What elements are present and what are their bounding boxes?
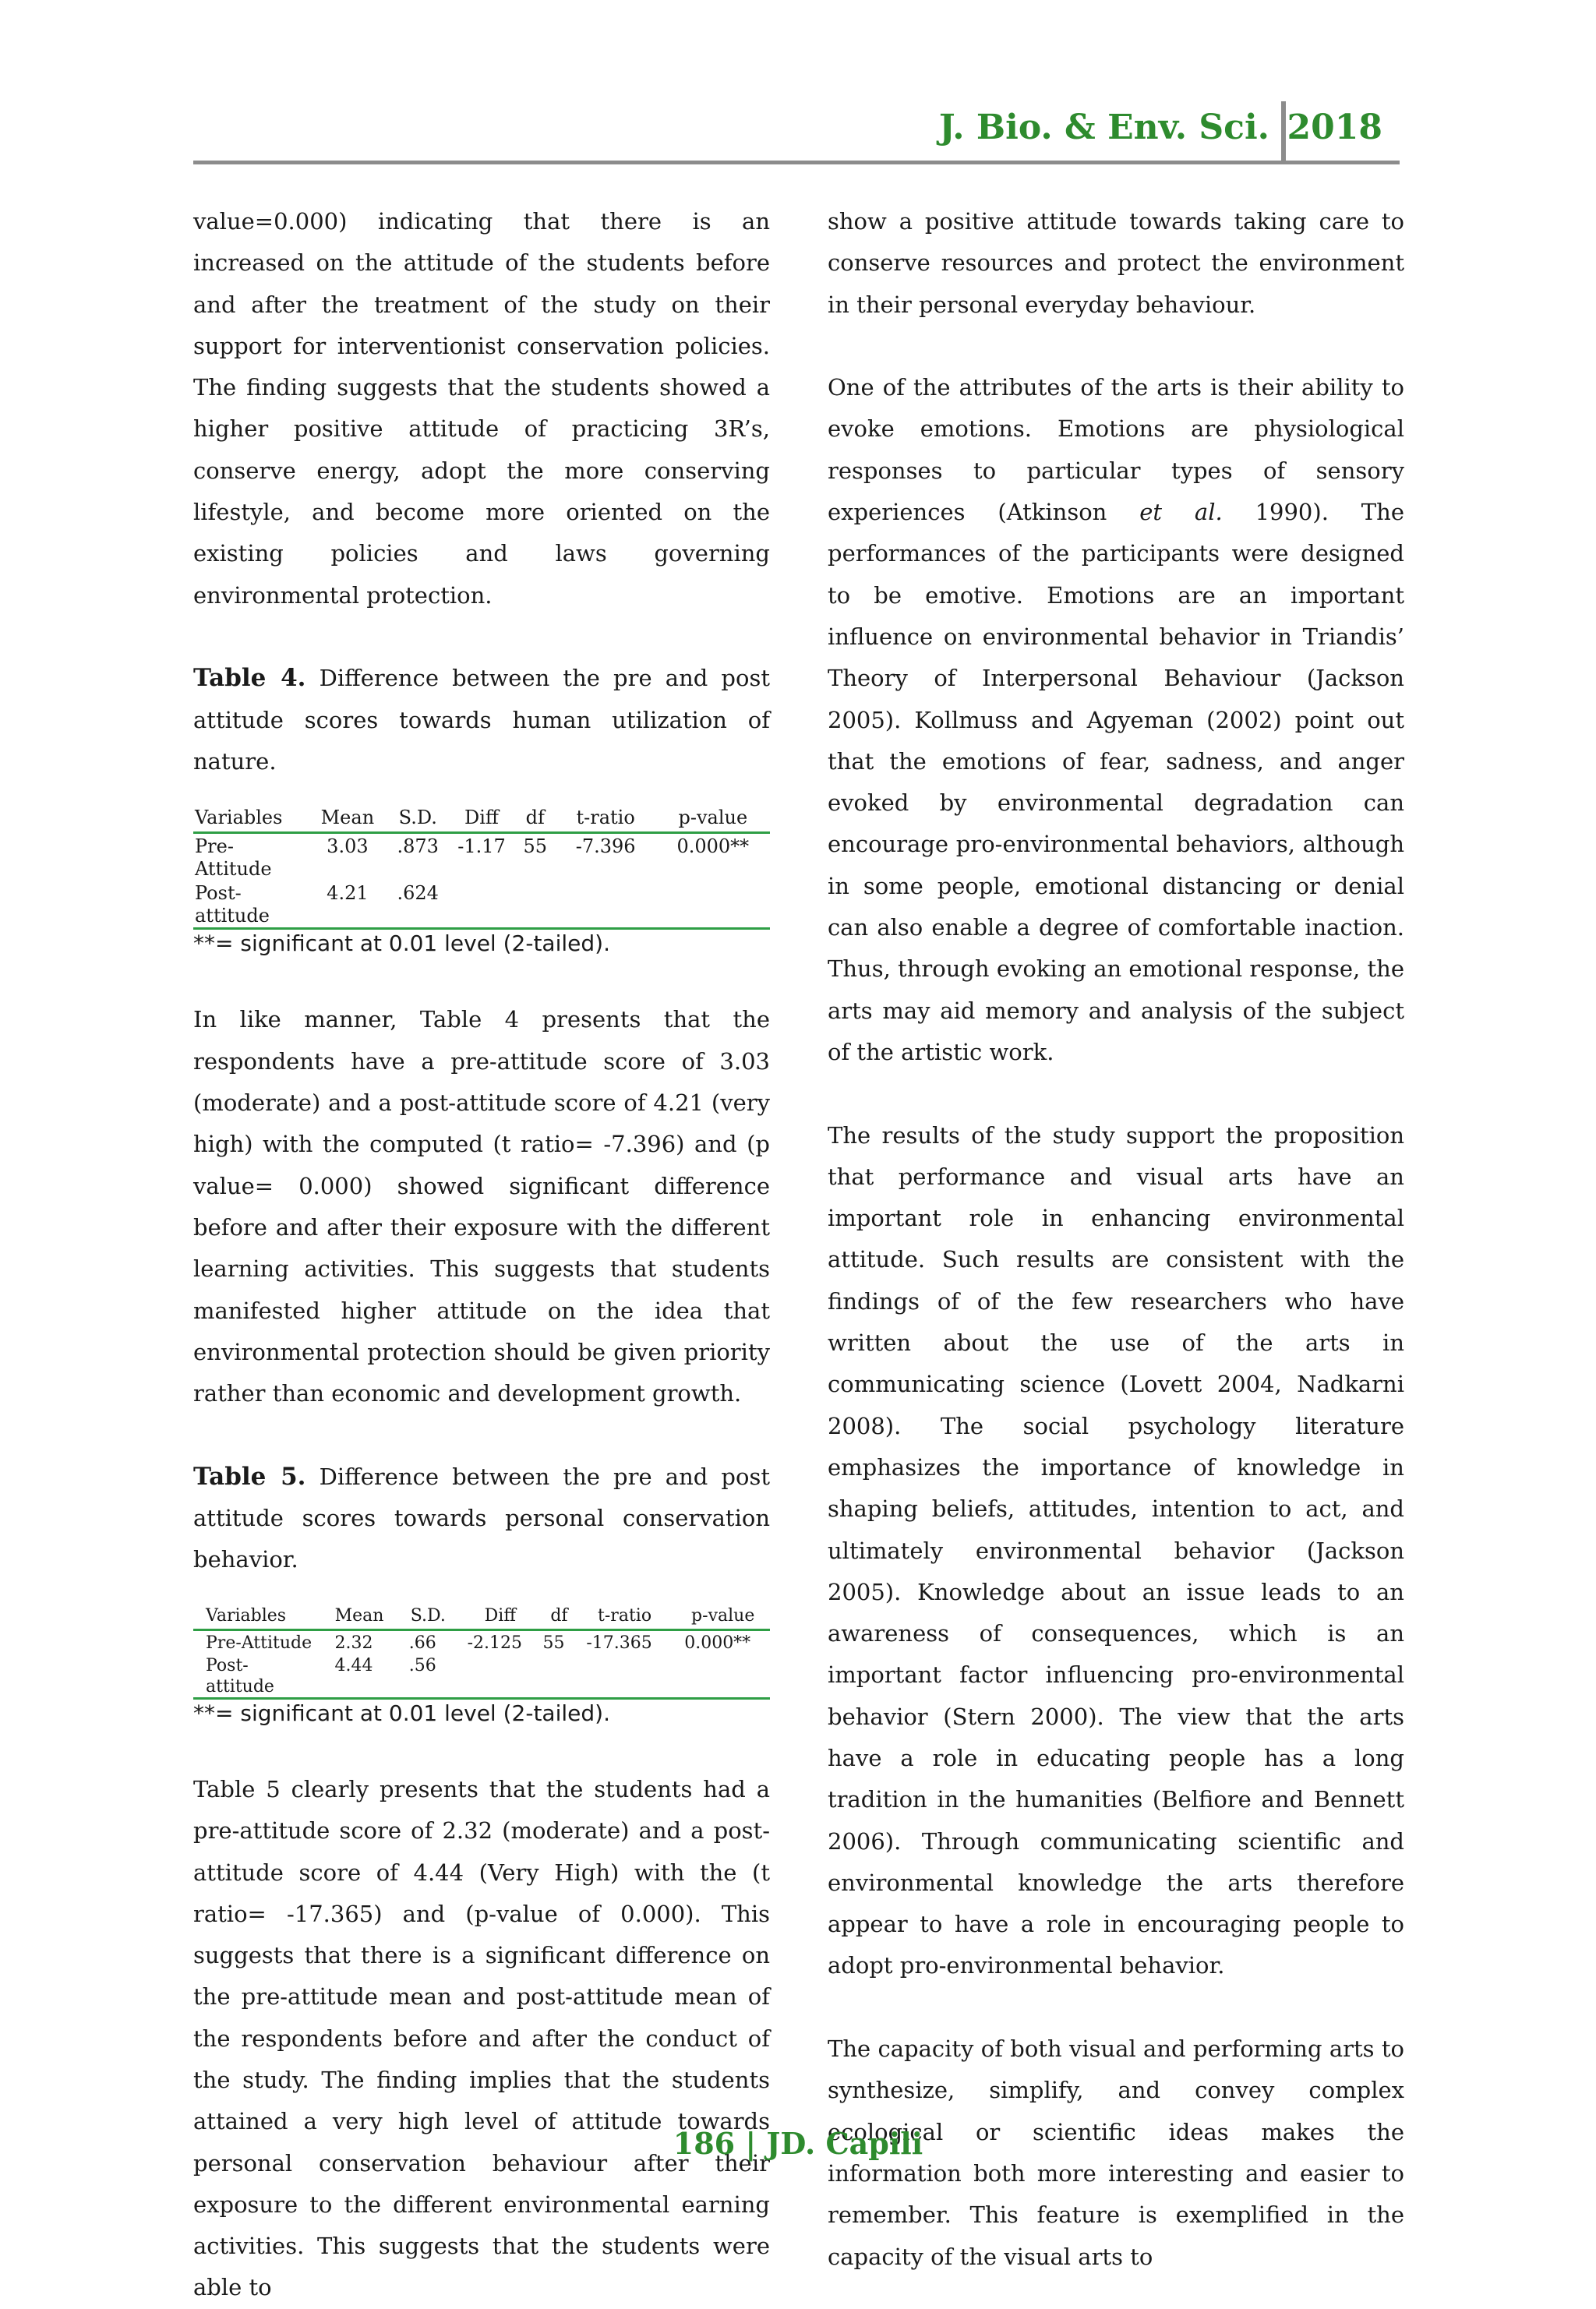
table-cell: Pre-Attitude [195,835,272,881]
table-cell: .873 [397,835,439,858]
table-cell: 4.44 [318,1654,390,1699]
table-cell: 4.21 [307,881,387,929]
table-4-caption-text: Difference between the pre and post attitude scores towards human utilization of nature. [193,665,770,775]
column-header: Mean [307,804,387,833]
table-cell: .66 [408,1633,436,1653]
table-5-caption-text: Difference between the pre and post attitude scores towards personal conservation behavior. [193,1463,770,1573]
table-cell: Post-attitude [193,881,307,929]
table-5-note: **= significant at 0.01 level (2-tailed). [193,1700,610,1726]
page-footer: 186 | JD. Capili [673,2126,923,2161]
table-row [193,881,770,929]
table-row [193,1629,770,1654]
table-cell [455,1654,534,1699]
column-header: Variables [193,1603,318,1630]
journal-year: 2018 [1287,108,1382,147]
table-4-note: **= significant at 0.01 level (2-tailed). [193,930,610,957]
column-header: Variables [193,804,307,833]
paragraph: value=0.000) indicating that there is an increased on the attitude of the students before and after the treatment of the study on their support for interventionist conservation policies. The finding suggests that the students showed a higher positive attitude of practicing 3R’s, conserve energy, adopt the more conserving lifestyle, and become more oriented on the existing policies and laws governing environmental protection. [193,208,770,609]
column-header: p-value [656,804,770,833]
paragraph: show a positive attitude towards taking care to conserve resources and protect the environment in their personal everyday behaviour. [828,208,1404,318]
table-5-caption [193,1456,770,1581]
column-header: df [534,1603,573,1630]
table-cell: 3.03 [327,835,369,858]
right-column [828,201,1404,2278]
paragraph [828,367,1404,1073]
column-header: Diff [448,804,515,833]
table-cell: 55 [542,1633,565,1653]
column-header: t-ratio [556,804,656,833]
table-cell: -2.125 [467,1633,522,1653]
table-cell: 0.000** [684,1633,751,1653]
table-cell: -7.396 [575,835,636,858]
journal-title: J. Bio. & Env. Sci. [938,108,1269,147]
header-divider [1281,101,1286,164]
running-header [193,101,1400,164]
table-cell: 55 [523,835,548,858]
column-header: S.D. [390,1603,455,1630]
column-header: t-ratio [574,1603,666,1630]
table-row [193,833,770,881]
header-rule [193,161,1400,164]
table-cell: .624 [388,881,448,929]
paragraph: In like manner, Table 4 presents that the respondents have a pre-attitude score of 3.03 (moderate) and a post-attitude score of 4.21 (very high) with the computed (t ratio= -7.396) and (p value= 0.000) showed significant difference before and after their exposure with the different learning activities. This suggests that students manifested higher attitude on the idea that environmental protection should be given priority rather than economic and development growth. [193,1006,770,1407]
paragraph: Table 5 clearly presents that the students had a pre-attitude score of 2.32 (moderate) and a post-attitude score of 4.44 (Very High) with the (t ratio= -17.365) and (p-value of 0.000). This suggests that there is a significant difference on the pre-attitude mean and post-attitude mean of the respondents before and after the conduct of the study. The finding implies that the students attained a very high level of attitude towards personal conservation behaviour after their exposure to the different environmental earning activities. This suggests that the students were able to [193,1775,770,2301]
table-cell: 0.000** [676,835,750,858]
column-header: Mean [318,1603,390,1630]
table-4-caption [193,658,770,782]
table-cell [448,881,515,929]
paragraph: The results of the study support the proposition that performance and visual arts have an important role in enhancing environmental attitude. Such results are consistent with the findings of of the few researchers who have written about the use of the arts in communicating science (Lovett 2004, Nadkarni 2008). The social psychology literature emphasizes the importance of knowledge in shaping beliefs, attitudes, intention to act, and ultimately environmental behavior (Jackson 2005). Knowledge about an issue leads to an awareness of consequences, which is an important factor influencing pro-environmental behavior (Stern 2000). The view that the arts have a role in educating people has a long tradition in the humanities (Belfiore and Bennett 2006). Through communicating scientific and environmental knowledge the arts therefore appear to have a role in encouraging people to adopt pro-environmental behavior. [828,1121,1404,1979]
table-cell: -17.365 [586,1633,652,1653]
table-cell [656,881,770,929]
column-header: Diff [455,1603,534,1630]
table-cell [665,1654,770,1699]
table-header-row [193,1603,770,1630]
table-row [193,1654,770,1699]
paragraph-text: One of the attributes of the arts is their ability to evoke emotions. Emotions are physiological responses to particular types of sensory experiences (Atkinson [828,374,1404,526]
table-cell: Post-attitude [193,1654,318,1699]
et-al-italic: et al. [1139,499,1223,526]
table-cell: .56 [390,1654,455,1699]
table-cell [556,881,656,929]
paragraph: The capacity of both visual and performing arts to synthesize, simplify, and convey complex ecological or scientific ideas makes the information both more interesting and easier to remember. This feature is exemplified in the capacity of the visual arts to [828,2035,1404,2270]
table-5-label: Table 5. [193,1462,306,1491]
column-header: p-value [665,1603,770,1630]
table-cell: Pre-Attitude [206,1633,312,1653]
table-cell [574,1654,666,1699]
table-4-label: Table 4. [193,664,306,693]
table-4 [193,804,770,930]
table-cell [534,1654,573,1699]
table-5 [193,1603,770,1700]
table-cell: -1.17 [457,835,506,858]
paragraph-text: 1990). The performances of the participants were designed to be emotive. Emotions are an important influence on environmental behavior in Triandis’ Theory of Interpersonal Behaviour (Jackson 2005). Kollmuss and Agyeman (2002) point out that the emotions of fear, sadness, and anger evoked by environmental degradation can encourage pro-environmental behaviors, although in some people, emotional distancing or denial can also enable a degree of comfortable inaction. Thus, through evoking an emotional response, the arts may aid memory and analysis of the subject of the artistic work. [828,499,1404,1065]
table-cell [515,881,556,929]
table-header-row [193,804,770,833]
column-header: df [515,804,556,833]
table-cell: 2.32 [334,1633,373,1653]
column-header: S.D. [388,804,448,833]
left-column [193,201,770,2309]
